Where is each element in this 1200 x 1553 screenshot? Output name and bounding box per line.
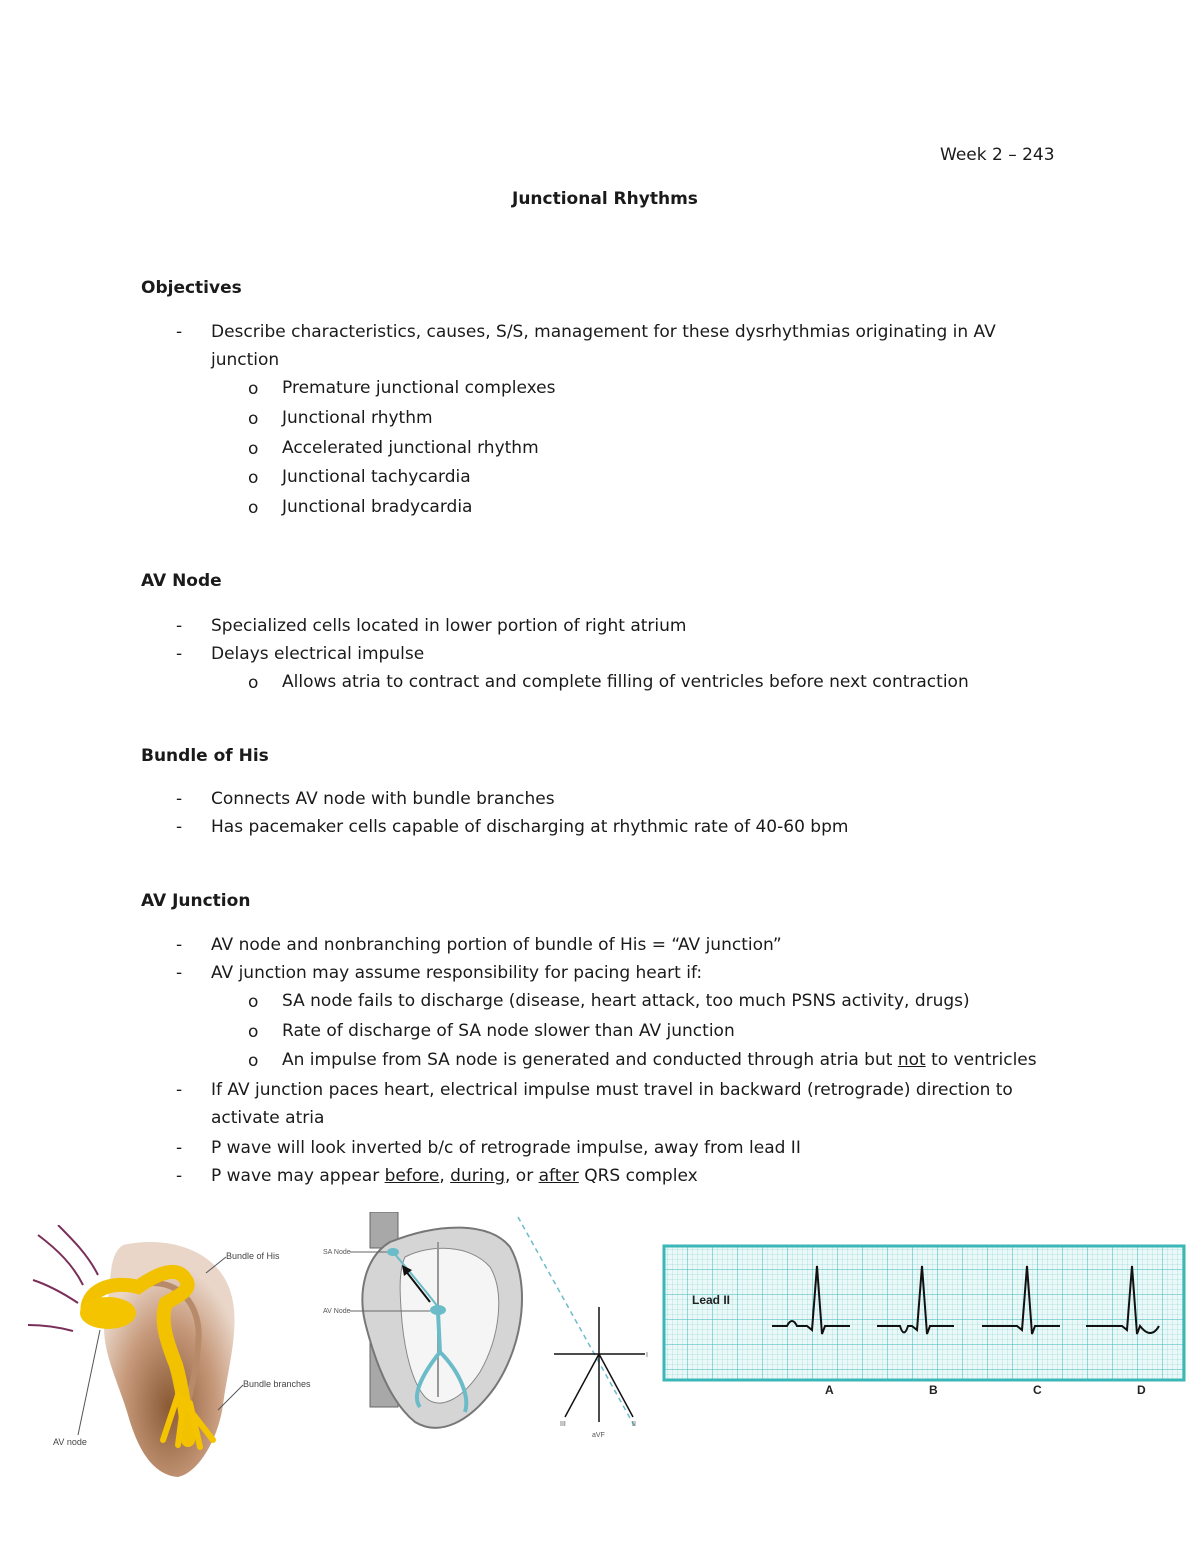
emphasis-during: during [450, 1166, 505, 1186]
axis-label-ii: II [632, 1421, 636, 1428]
bundle-item: Has pacemaker cells capable of discharging at rhythmic rate of 40-60 bpm [211, 817, 849, 837]
lead-ii-label: Lead II [692, 1293, 731, 1307]
emphasis-not: not [897, 1050, 926, 1070]
bullet-o: o [248, 468, 259, 488]
strip-label-d: D [1137, 1383, 1146, 1397]
bullet-dash: - [176, 817, 183, 837]
label-bundle-of-his: Bundle of His [226, 1251, 280, 1261]
av-node-item: Specialized cells located in lower portion of right atrium [211, 616, 687, 636]
objectives-heading: Objectives [141, 278, 242, 298]
bullet-o: o [248, 673, 259, 693]
objectives-subitem: Junctional rhythm [282, 408, 433, 428]
label-sa-node: SA Node [323, 1249, 351, 1256]
objectives-subitem: Premature junctional complexes [282, 378, 556, 398]
objectives-subitem: Accelerated junctional rhythm [282, 438, 539, 458]
av-junction-item: If AV junction paces heart, electrical impulse must travel in backward (retrograde) direction to [211, 1080, 1013, 1100]
av-junction-item: P wave will look inverted b/c of retrograde impulse, away from lead II [211, 1138, 801, 1158]
label-av-node: AV Node [323, 1308, 351, 1315]
text-segment: P wave may appear [211, 1166, 385, 1186]
bullet-dash: - [176, 616, 183, 636]
text-segment: QRS complex [578, 1166, 698, 1186]
av-node-item: Delays electrical impulse [211, 644, 425, 664]
bullet-dash: - [176, 1080, 183, 1100]
av-junction-item [211, 1166, 698, 1186]
bullet-o: o [248, 498, 259, 518]
axis-label-iii: III [560, 1421, 566, 1428]
week-label: Week 2 – 243 [940, 145, 1055, 165]
bullet-o: o [248, 439, 259, 459]
bundle-of-his-heading: Bundle of His [141, 746, 269, 766]
label-bundle-branches: Bundle branches [243, 1379, 311, 1389]
av-junction-subitem: Rate of discharge of SA node slower than AV junction [282, 1021, 735, 1041]
objectives-item-cont: junction [211, 350, 280, 370]
av-junction-subitem: SA node fails to discharge (disease, heart attack, too much PSNS activity, drugs) [282, 991, 970, 1011]
av-node-subitem: Allows atria to contract and complete filling of ventricles before next contraction [282, 672, 969, 692]
axis-label-avf: aVF [592, 1432, 605, 1439]
bullet-dash: - [176, 644, 183, 664]
bullet-o: o [248, 409, 259, 429]
emphasis-before: before [384, 1166, 440, 1186]
bullet-o: o [248, 1022, 259, 1042]
heart-conduction-figure [320, 1212, 650, 1447]
text-segment: to ventricles [925, 1050, 1037, 1070]
bullet-dash: - [176, 322, 183, 342]
emphasis-after: after [538, 1166, 579, 1186]
bundle-item: Connects AV node with bundle branches [211, 789, 555, 809]
av-junction-heading: AV Junction [141, 891, 251, 911]
av-junction-item: AV junction may assume responsibility for pacing heart if: [211, 963, 703, 983]
text-segment: , [439, 1166, 451, 1186]
objectives-item: Describe characteristics, causes, S/S, management for these dysrhythmias originating in AV [211, 322, 996, 342]
bullet-o: o [248, 379, 259, 399]
bullet-dash: - [176, 1166, 183, 1186]
strip-label-c: C [1033, 1383, 1042, 1397]
av-junction-item-cont: activate atria [211, 1108, 325, 1128]
bullet-dash: - [176, 789, 183, 809]
bullet-dash: - [176, 935, 183, 955]
page-title: Junctional Rhythms [512, 189, 698, 209]
objectives-subitem: Junctional tachycardia [282, 467, 471, 487]
label-av-node: AV node [53, 1437, 87, 1447]
strip-label-b: B [929, 1383, 938, 1397]
text-segment: , or [505, 1166, 539, 1186]
objectives-subitem: Junctional bradycardia [282, 497, 473, 517]
axis-label-i: I [646, 1352, 648, 1359]
lead-ii-ecg-figure [662, 1244, 1188, 1404]
text-segment: An impulse from SA node is generated and conducted through atria but [282, 1050, 898, 1070]
strip-label-a: A [825, 1383, 834, 1397]
bullet-o: o [248, 1051, 259, 1071]
bullet-dash: - [176, 1138, 183, 1158]
av-junction-anatomy-figure [28, 1225, 318, 1480]
av-junction-subitem [282, 1050, 1037, 1070]
bullet-dash: - [176, 963, 183, 983]
av-junction-item: AV node and nonbranching portion of bundle of His = “AV junction” [211, 935, 782, 955]
av-node-heading: AV Node [141, 571, 222, 591]
bullet-o: o [248, 992, 259, 1012]
